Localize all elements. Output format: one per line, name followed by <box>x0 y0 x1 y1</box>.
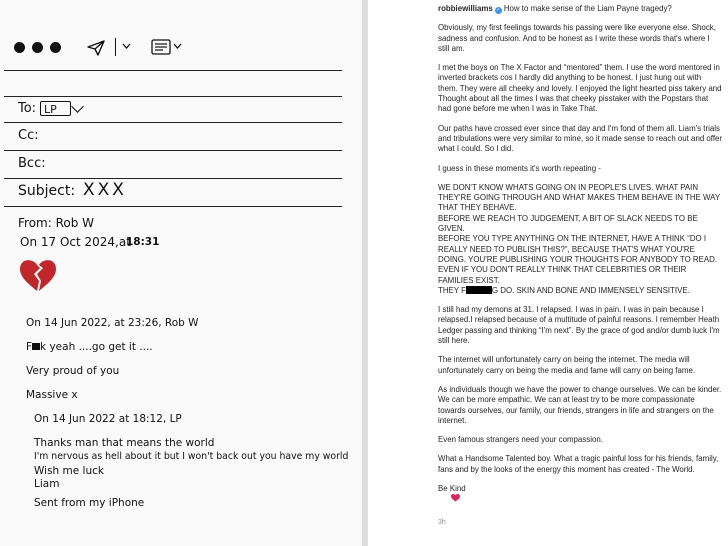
to-label: To: <box>18 101 37 116</box>
separator-line <box>4 178 342 179</box>
from-line: From: Rob W <box>18 216 95 230</box>
quote1-line2: Very proud of you <box>26 365 120 377</box>
quote2-line1: Thanks man that means the world <box>34 437 215 449</box>
quote2-line4: Liam <box>34 478 60 490</box>
caption-text <box>438 4 723 537</box>
caption-paragraph: I met the boys on The X Factor and “mentored” them. I use the word mentored in inverted brackets cos I hardly did anything to be honest. I just hung out with them. They were all cheeky and lovely. I enjoyed the light hearted piss takery and Thought about all the times I was that cheeky pisstaker with the Popstars that had gone before me when I was in Take That. <box>438 63 724 114</box>
signature: Sent from my iPhone <box>34 497 145 509</box>
email-sketch-panel <box>0 0 362 546</box>
chevron-down-icon[interactable] <box>173 43 182 50</box>
caption-censored-line: THEY F G DO. SKIN AND BONE AND IMMENSELY SENSITIVE. <box>438 285 690 295</box>
more-dots-icon[interactable] <box>14 42 25 53</box>
recipient-chip[interactable]: LP <box>40 101 71 116</box>
heart-icon <box>451 494 460 502</box>
date-prefix: On 17 Oct 2024,at <box>20 235 131 249</box>
date-time: 18:31 <box>126 236 160 248</box>
caption-paragraph: I guess in these moments it's worth repeating - <box>438 163 601 173</box>
censor-bar <box>466 286 492 294</box>
subject-label: Subject: <box>18 183 76 199</box>
caption-title-line <box>438 4 723 14</box>
post-timestamp: 3h <box>438 518 446 526</box>
separator-line <box>4 70 342 71</box>
more-dots-icon[interactable] <box>50 42 61 53</box>
instagram-caption-panel <box>368 0 728 546</box>
separator-line <box>4 206 342 207</box>
send-icon[interactable] <box>86 39 106 57</box>
post-title: How to make sense of the Liam Payne tragedy? <box>503 4 672 13</box>
caption-paragraph: What a Handsome Talented boy. What a tragic painful loss for his friends, family, fans and by the looks of the energy this moment has created - The World. <box>438 454 721 474</box>
caption-paragraph: Obviously, my first feelings towards his passing were like everyone else. Shock, sadness and confusion. And to be honest as I write these words that's where I still am. <box>438 23 719 53</box>
cc-label: Cc: <box>18 128 39 143</box>
caption-paragraph: Our paths have crossed ever since that day and I'm fond of them all. Liam's trials and tribulations were very similar to mine, so it made sense to reach out and offer what I could. So I did. <box>438 123 725 154</box>
quote1-line3: Massive x <box>26 389 78 401</box>
chevron-down-icon[interactable] <box>71 100 84 113</box>
quote2-line3: Wish me luck <box>34 465 104 477</box>
username-link[interactable]: robbiewilliams <box>438 4 493 13</box>
subject-value: XXX <box>83 180 127 200</box>
separator-line <box>4 122 342 123</box>
caption-paragraph: I still had my demons at 31. I relapsed. I was in pain. I was in pain because I relapsed.I relapsed because of a multitude of painful reasons. I remember Heath Ledger passing and thinking “I'm next”. By the grace of god and/or dumb luck I'm still here. <box>438 305 722 346</box>
more-dots-icon[interactable] <box>32 42 43 53</box>
chevron-down-icon[interactable] <box>122 43 131 50</box>
quote1-header: On 14 Jun 2022, at 23:26, Rob W <box>26 317 199 329</box>
format-icon[interactable] <box>151 39 171 55</box>
caption-paragraph: Even famous strangers need your compassion. <box>438 435 603 445</box>
broken-heart-icon <box>18 257 58 293</box>
quote2-line2: I'm nervous as hell about it but I won't back out you have my world <box>34 451 349 462</box>
separator-line <box>4 96 342 97</box>
sign-off-line: Be Kind <box>438 484 723 515</box>
caption-paragraph: As individuals though we have the power to change ourselves. We can be kinder. We can be more empathic. We can at least try to be more compassionate towards ourselves, our family, our friends, strangers in life and strangers on the internet. <box>438 384 724 425</box>
caption-paragraph: The internet will unfortunately carry on being the internet. The media will unfortunately carry on being the media and fame will carry on being fame. <box>438 355 696 375</box>
verified-badge-icon: ✓ <box>496 7 501 13</box>
bcc-label: Bcc: <box>18 156 46 171</box>
toolbar-divider <box>115 38 116 56</box>
quote2-header: On 14 Jun 2022 at 18:12, LP <box>34 413 182 425</box>
quote1-line1: F k yeah ....go get it .... <box>26 341 153 353</box>
separator-line <box>4 150 342 151</box>
caption-paragraph-caps: WE DON'T KNOW WHATS GOING ON IN PEOPLE'S LIVES. WHAT PAIN THEY'RE GOING THROUGH AND WHAT MAKES THEM BEHAVE IN THE WAY THAT THEY BEHAVE. BEFORE WE REACH TO JUDGEMENT, A BIT OF SLACK NEEDS TO BE GIVEN. BEFORE YOU TYPE ANYTHING ON THE INTERNET, HAVE A THINK “DO I REALLY NEED TO PUBLISH THIS?”, BECAUSE THAT'S WHAT YOU'RE DOING. YOU'RE PUBLISHING YOUR THOUGHTS FOR ANYBODY TO READ. EVEN IF YOU DON'T REALLY THINK THAT CELEBRITIES OR THEIR FAMILIES EXIST. <box>438 182 720 285</box>
